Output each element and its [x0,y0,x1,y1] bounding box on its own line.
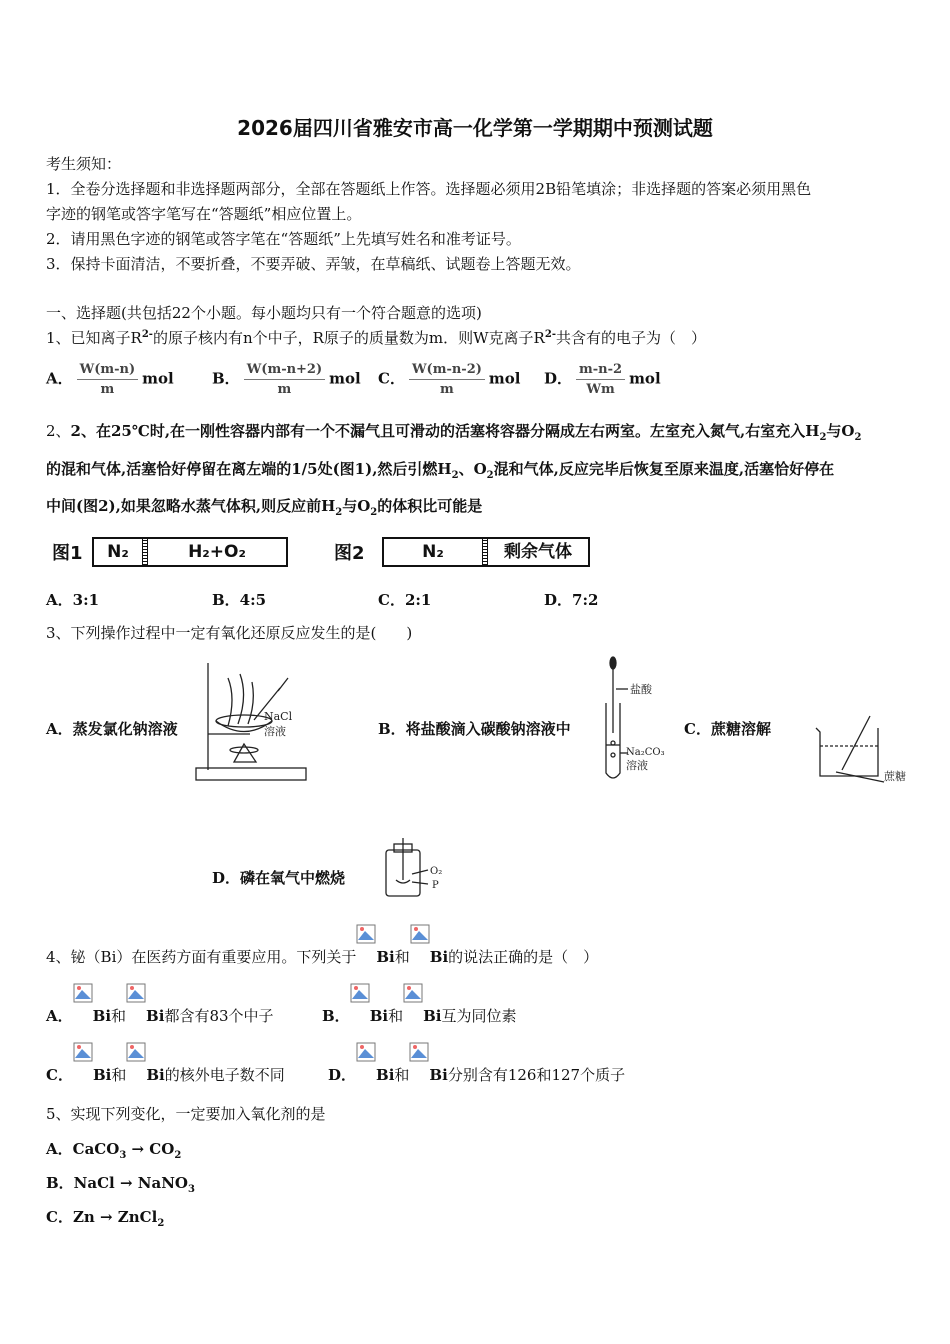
beaker-figure [812,712,912,784]
notice-item-1: 1．全卷分选择题和非选择题两部分，全部在答题纸上作答。选择题必须用2B铅笔填涂；非选择题的答案必须用黑色 [46,180,812,198]
q5-stem: 5、实现下列变化，一定要加入氧化剂的是 [46,1105,326,1123]
page-title: 2026届四川省雅安市高一化学第一学期期中预测试题 [237,116,713,140]
figB-label-hcl: 盐酸 [630,683,652,696]
q4-option-a[interactable]: A． Bi和 Bi都含有83个中子 [46,1005,274,1026]
q1-option-d[interactable]: D． $\frac{m-n-2}{Wm}$ mol [544,362,661,397]
q3-stem: 3、下列操作过程中一定有氧化还原反应发生的是( ) [46,624,413,642]
q2-stem-line1: 2、2、在25℃时,在一刚性容器内部有一个不漏气且可滑动的活塞将容器分隔成左右两室。左室充入氮气,右室充入$H_2$与$O_2$ [46,422,862,443]
figC-label-sucrose: 蔗糖 [884,770,906,783]
phosphorus-burning-figure [380,836,450,900]
isotope-image-icon [409,1042,429,1062]
q2-stem-line2: 的混和气体,活塞恰好停留在离左端的1/5处(图1),然后引燃$H_2$、$O_2$混和气体,反应完毕后恢复至原来温度,活塞恰好停在 [46,460,835,481]
isotope-image-icon [356,924,376,944]
isotope-image-icon [73,983,93,1003]
figB-label-na2co3: Na₂CO₃ [626,747,665,758]
isotope-image-icon [350,983,370,1003]
isotope-image-icon [73,1042,93,1062]
q1-option-a[interactable]: A． $\frac{W(m-n)}{m}$ mol [46,362,174,397]
q1-option-c[interactable]: C． $\frac{W(m-n-2)}{m}$ mol [378,362,521,397]
figD-label-p: P [432,880,439,891]
q4-option-c[interactable]: C． Bi和 Bi的核外电子数不同 [46,1064,285,1085]
notice-heading: 考生须知： [46,155,122,173]
q3-option-c[interactable]: C．蔗糖溶解 [684,720,771,738]
figA-label-nacl: NaCl [264,710,293,723]
isotope-image-icon [356,1042,376,1062]
test-tube-figure [596,655,686,785]
q5-option-a[interactable]: A．CaCO$_3$ → $CO_2$ [46,1140,182,1161]
isotope-image-icon [403,983,423,1003]
notice-item-3: 3．保持卡面清洁，不要折叠，不要弄破、弄皱，在草稿纸、试题卷上答题无效。 [46,255,581,273]
fig1-right-gas: H₂+O₂ [188,542,246,562]
notice-item-1-cont: 字迹的钢笔或答字笔写在“答题纸”相应位置上。 [46,205,362,223]
q3-option-a[interactable]: A．蒸发氯化钠溶液 [46,720,178,738]
q2-option-a[interactable]: A．3:1 [46,591,100,609]
q1-stem: 1、已知离子$R^{2-}$的原子核内有n个中子，R原子的质量数为m．则W克离子$R^{2-}$共含有的电子为（ ） [46,329,706,347]
q5-option-c[interactable]: C．Zn → ZnCl$_2$ [46,1208,165,1229]
q4-option-b[interactable]: B． Bi和 Bi互为同位素 [322,1005,517,1026]
notice-item-2: 2．请用黑色字迹的钢笔或答字笔在“答题纸”上先填写姓名和准考证号。 [46,230,521,248]
fig1-left-gas: N₂ [107,542,129,562]
section-heading: 一、选择题(共包括22个小题。每小题均只有一个符合题意的选项) [46,304,482,322]
q2-stem-line3: 中间(图2),如果忽略水蒸气体积,则反应前$H_2$与$O_2$的体积比可能是 [46,497,483,518]
q4-stem: 4、铋（Bi）在医药方面有重要应用。下列关于 Bi和 Bi的说法正确的是（ ） [46,946,598,967]
fig2-label: 图2 [334,543,365,564]
fig2-left-gas: N₂ [422,542,444,562]
isotope-image-icon [126,983,146,1003]
isotope-image-icon [410,924,430,944]
fig2-right-gas: 剩余气体 [504,542,572,562]
q3-option-d[interactable]: D．磷在氧气中燃烧 [212,869,346,887]
q2-option-b[interactable]: B．4:5 [212,591,267,609]
fig1-label: 图1 [52,543,83,564]
q2-option-c[interactable]: C．2:1 [378,591,432,609]
q3-option-b[interactable]: B．将盐酸滴入碳酸钠溶液中 [378,720,571,738]
isotope-image-icon [126,1042,146,1062]
q2-option-d[interactable]: D．7:2 [544,591,599,609]
figA-label-solution: 溶液 [264,725,286,738]
fig2-container [382,537,590,567]
figB-label-solution: 溶液 [626,759,648,772]
evaporation-apparatus-figure [192,658,312,786]
q1-option-b[interactable]: B． $\frac{W(m-n+2)}{m}$ mol [212,362,361,397]
q5-option-b[interactable]: B．NaCl → NaNO$_3$ [46,1174,195,1195]
fig1-container [92,537,288,567]
q4-option-d[interactable]: D． Bi和 Bi分别含有126和127个质子 [328,1064,625,1085]
figD-label-o2: O₂ [430,866,443,877]
